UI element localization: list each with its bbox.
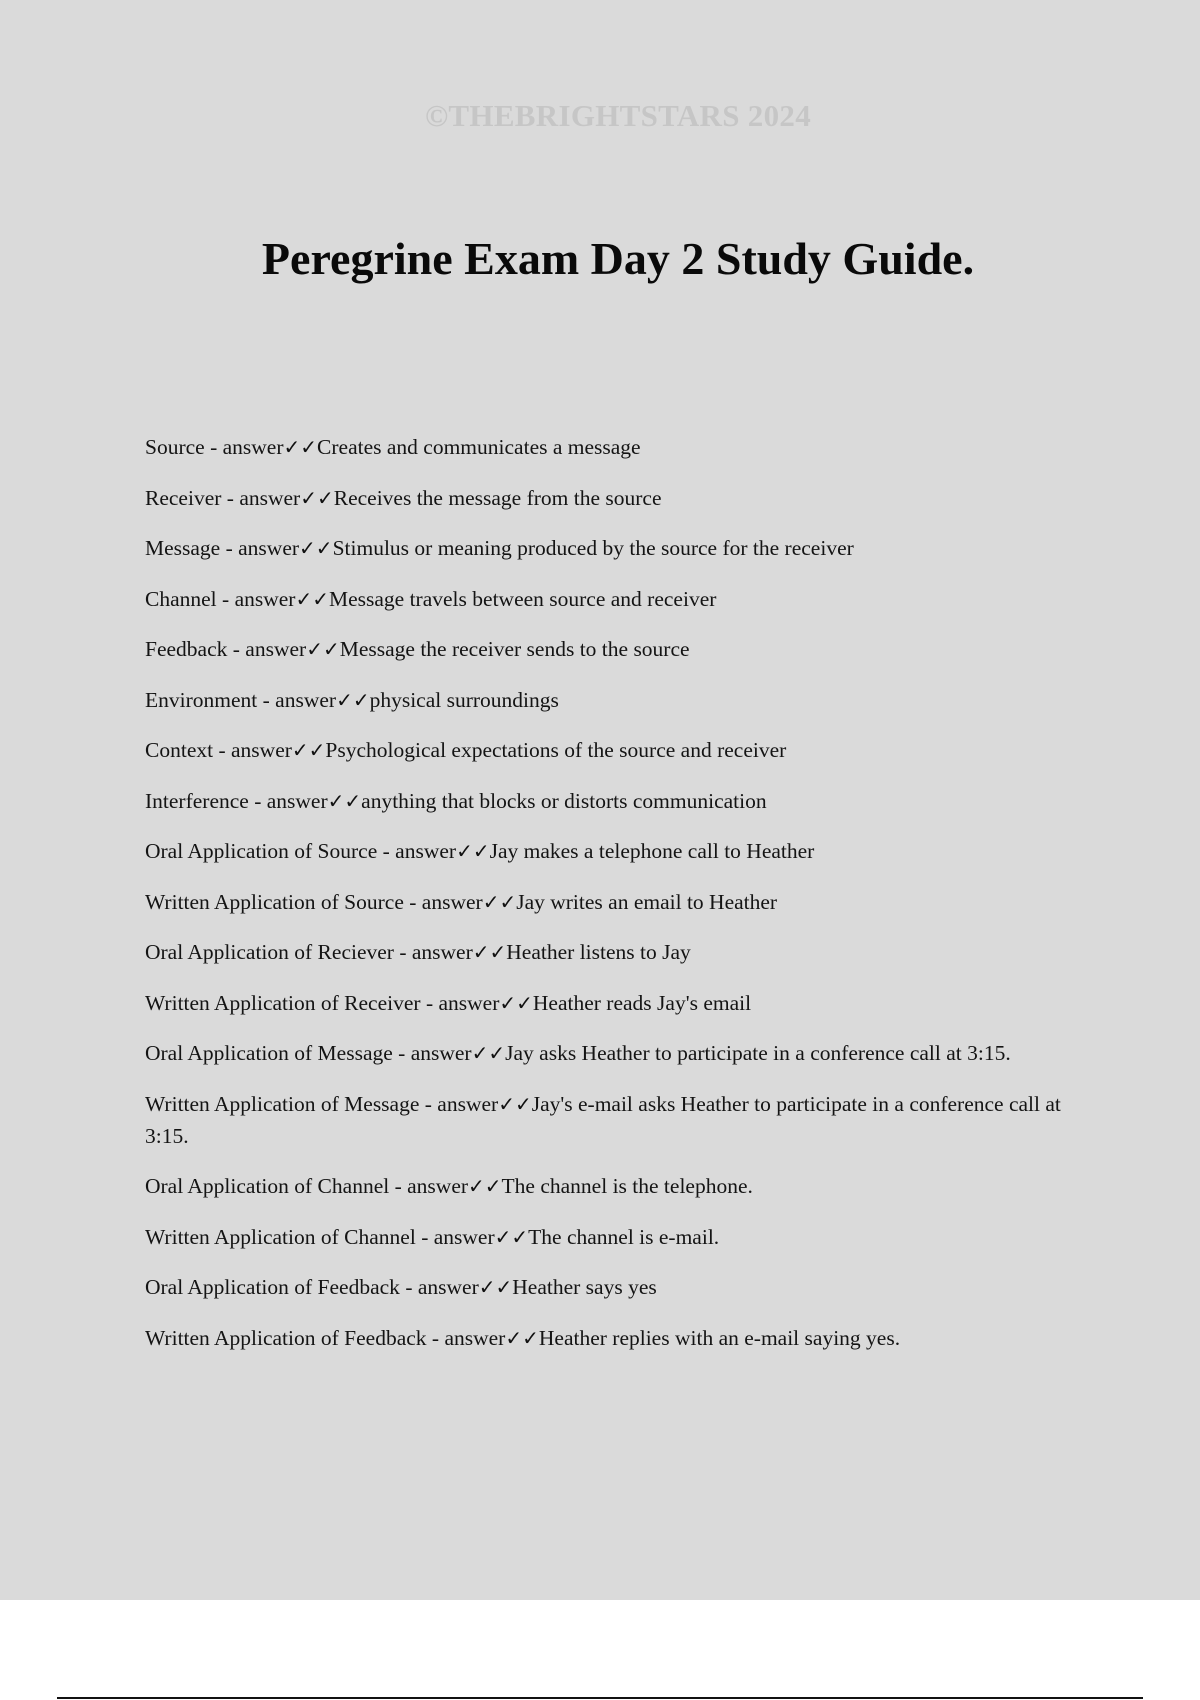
qa-answer: Heather says yes: [512, 1275, 657, 1299]
double-check-icon: ✓✓: [482, 889, 517, 914]
qa-entry: [145, 835, 1085, 867]
double-check-icon: ✓✓: [283, 435, 318, 459]
copyright-watermark: ©THEBRIGHTSTARS 2024: [424, 98, 812, 133]
double-check-icon: ✓✓: [494, 1224, 529, 1249]
qa-entry: [145, 987, 1085, 1019]
qa-list: [145, 431, 1085, 1372]
qa-separator: - answer: [220, 536, 300, 560]
qa-entry: [145, 532, 1085, 564]
qa-answer: Receives the message from the source: [333, 485, 662, 510]
qa-answer: Heather replies with an e-mail saying yes.: [538, 1325, 901, 1350]
qa-answer: Stimulus or meaning produced by the source for the receiver: [332, 536, 854, 560]
qa-entry: [145, 684, 1085, 716]
qa-answer: Psychological expectations of the source and receiver: [325, 738, 787, 762]
qa-entry: [145, 1088, 1085, 1152]
qa-answer: Jay asks Heather to participate in a conference call at 3:15.: [505, 1041, 1011, 1065]
qa-term: Written Application of Channel: [145, 1224, 416, 1249]
qa-separator: - answer: [248, 788, 328, 813]
qa-answer: The channel is e-mail.: [528, 1224, 720, 1249]
qa-entry: [145, 431, 1085, 463]
double-check-icon: ✓✓: [300, 485, 334, 510]
qa-entry: [145, 886, 1085, 918]
qa-separator: - answer: [399, 1275, 479, 1299]
qa-entry: [145, 785, 1085, 817]
qa-separator: - answer: [419, 1091, 499, 1116]
qa-entry: [145, 936, 1085, 968]
qa-separator: - answer: [216, 586, 296, 611]
double-check-icon: ✓✓: [299, 536, 333, 560]
qa-separator: - answer: [213, 738, 292, 762]
qa-term: Receiver: [145, 485, 222, 510]
qa-answer: Jay writes an email to Heather: [516, 889, 778, 914]
qa-term: Oral Application of Channel: [145, 1174, 390, 1198]
qa-separator: - answer: [227, 637, 307, 661]
qa-answer: anything that blocks or distorts communication: [361, 788, 767, 813]
qa-answer: physical surroundings: [369, 687, 559, 712]
qa-term: Oral Application of Message: [145, 1041, 393, 1065]
qa-entry: [145, 734, 1085, 766]
qa-entry: [145, 633, 1085, 665]
qa-answer: Message travels between source and receiver: [328, 586, 717, 611]
qa-term: Written Application of Source: [145, 889, 404, 914]
qa-answer: Jay makes a telephone call to Heather: [489, 839, 815, 863]
double-check-icon: ✓✓: [336, 687, 370, 712]
qa-answer: Heather listens to Jay: [506, 940, 691, 964]
double-check-icon: ✓✓: [471, 1041, 506, 1065]
qa-term: Source: [145, 435, 205, 459]
qa-entry: [145, 1271, 1085, 1303]
qa-term: Message: [145, 536, 221, 560]
qa-answer: Creates and communicates a message: [317, 435, 641, 459]
qa-term: Context: [145, 738, 214, 762]
qa-term: Feedback: [145, 637, 228, 661]
double-check-icon: ✓✓: [468, 1174, 502, 1198]
qa-entry: [145, 1170, 1085, 1202]
qa-entry: [145, 583, 1085, 615]
qa-separator: - answer: [415, 1224, 495, 1249]
qa-separator: - answer: [403, 889, 483, 914]
qa-term: Oral Application of Feedback: [145, 1275, 400, 1299]
double-check-icon: ✓✓: [472, 940, 507, 964]
qa-separator: - answer: [426, 1325, 506, 1350]
qa-separator: - answer: [204, 435, 284, 459]
double-check-icon: ✓✓: [478, 1275, 513, 1299]
qa-separator: - answer: [377, 839, 457, 863]
qa-entry: [145, 482, 1085, 514]
double-check-icon: ✓✓: [295, 586, 329, 611]
qa-term: Written Application of Receiver: [145, 990, 421, 1015]
qa-answer: Heather reads Jay's email: [532, 990, 752, 1015]
qa-answer: Message the receiver sends to the source: [339, 637, 690, 661]
qa-term: Oral Application of Source: [145, 839, 378, 863]
double-check-icon: ✓✓: [498, 1091, 532, 1116]
qa-term: Oral Application of Reciever: [145, 940, 394, 964]
qa-term: Channel: [145, 586, 217, 611]
double-check-icon: ✓✓: [456, 839, 490, 863]
qa-entry: [145, 1322, 1085, 1354]
qa-separator: - answer: [257, 687, 337, 712]
qa-entry: [145, 1037, 1085, 1069]
page-title: Peregrine Exam Day 2 Study Guide.: [261, 233, 975, 284]
double-check-icon: ✓✓: [327, 788, 362, 813]
double-check-icon: ✓✓: [291, 738, 326, 762]
qa-answer: Jay's e-mail asks Heather to participate in a conference call at 3:15.: [145, 1091, 1061, 1148]
qa-answer: The channel is the telephone.: [501, 1174, 753, 1198]
qa-separator: - answer: [392, 1041, 472, 1065]
qa-term: Interference: [145, 788, 249, 813]
qa-separator: - answer: [393, 940, 473, 964]
qa-separator: - answer: [221, 485, 301, 510]
double-check-icon: ✓✓: [306, 637, 340, 661]
qa-term: Written Application of Feedback: [145, 1325, 427, 1350]
qa-separator: - answer: [420, 990, 500, 1015]
double-check-icon: ✓✓: [499, 990, 533, 1015]
qa-separator: - answer: [389, 1174, 469, 1198]
footer-divider: [57, 1697, 1143, 1699]
double-check-icon: ✓✓: [505, 1325, 539, 1350]
qa-term: Written Application of Message: [145, 1091, 420, 1116]
qa-term: Environment: [145, 687, 258, 712]
qa-entry: [145, 1221, 1085, 1253]
